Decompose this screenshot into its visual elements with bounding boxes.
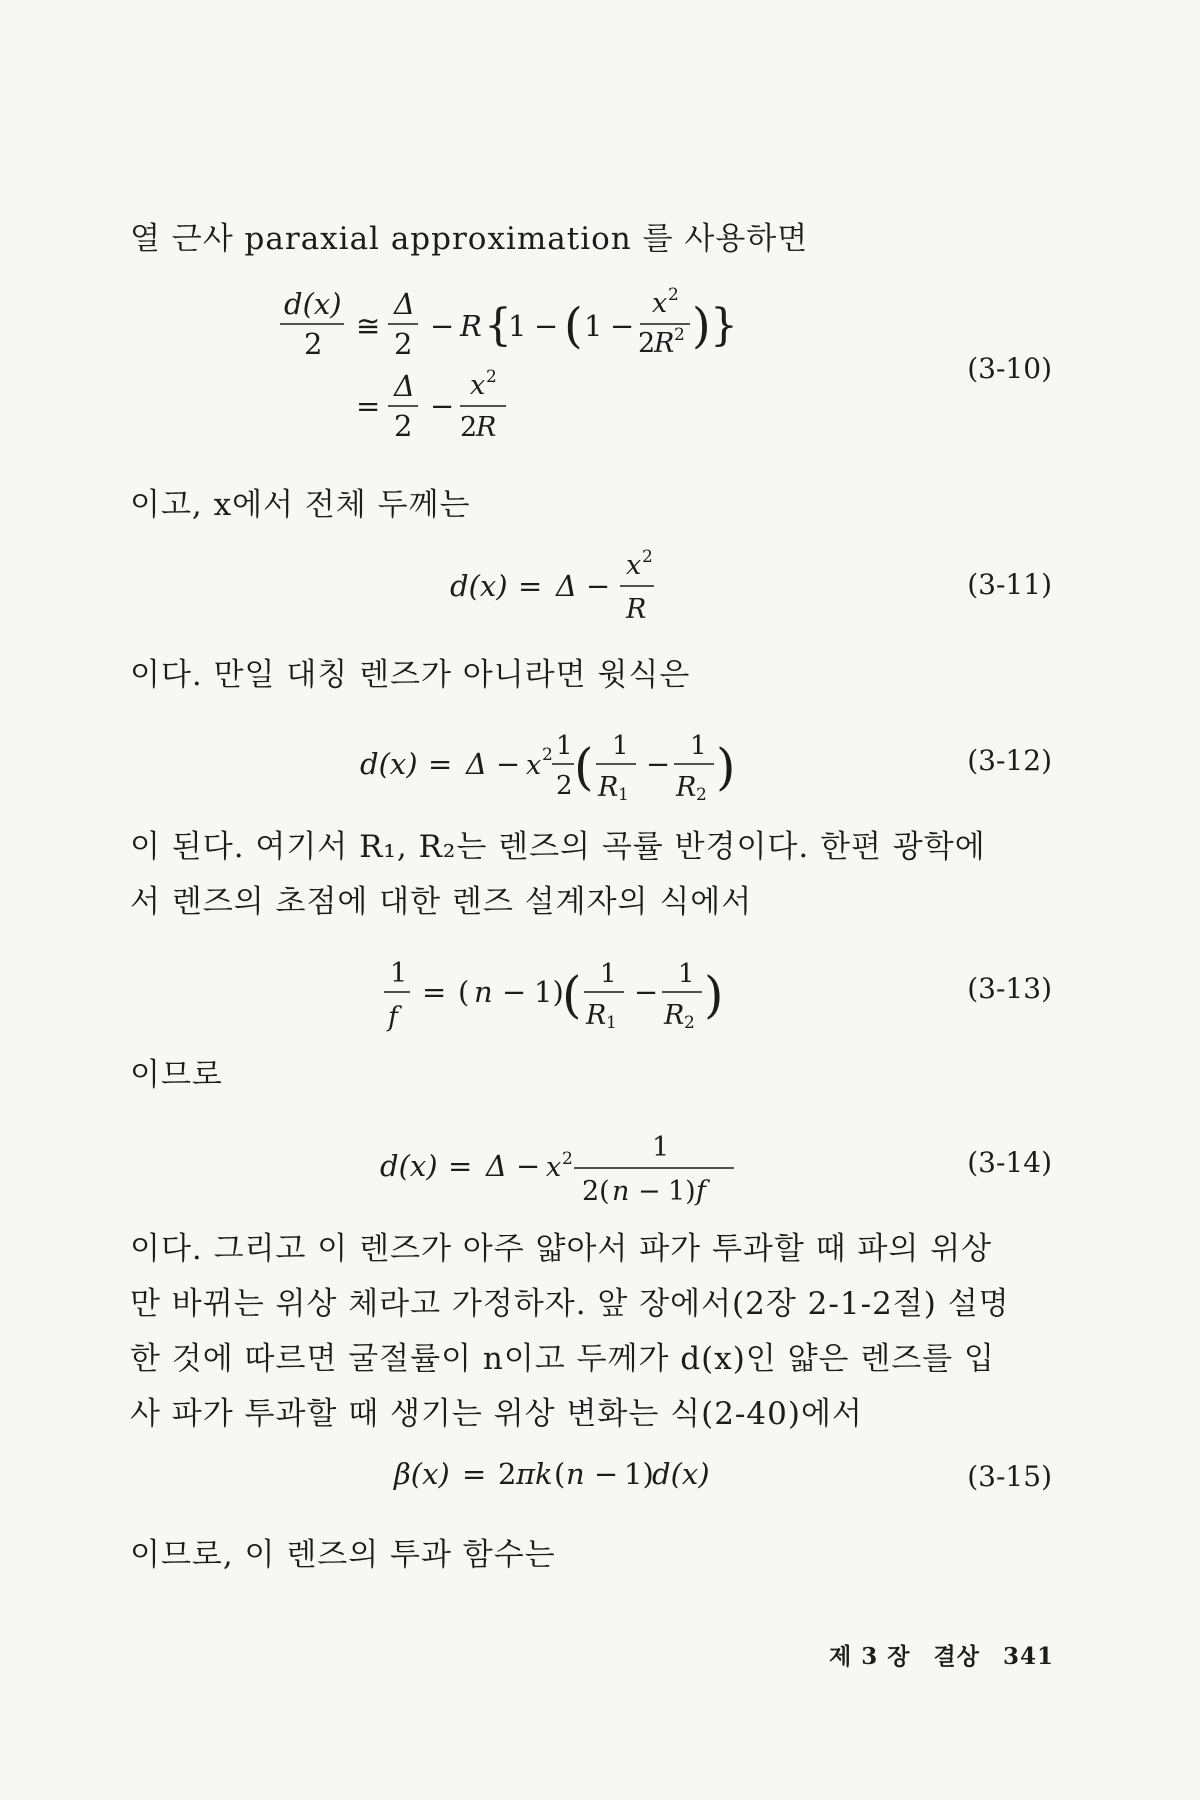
equation-3-11 bbox=[440, 546, 680, 638]
svg-text:−: − bbox=[594, 1457, 619, 1491]
svg-text:1: 1 bbox=[584, 309, 603, 343]
svg-text:=: = bbox=[462, 1457, 487, 1491]
svg-text:Δ: Δ bbox=[556, 569, 577, 603]
paragraph-phase-screen bbox=[130, 1222, 1060, 1442]
svg-text:f: f bbox=[388, 1002, 398, 1033]
svg-text:): ) bbox=[716, 738, 736, 796]
equation-number: (3-14) bbox=[967, 1146, 1052, 1179]
svg-text:2: 2 bbox=[562, 1149, 573, 1169]
svg-text:R: R bbox=[664, 1000, 685, 1031]
svg-text:2: 2 bbox=[486, 367, 497, 387]
page-footer bbox=[815, 1638, 1054, 1671]
footer-title: 결상 bbox=[933, 1643, 980, 1670]
svg-text:R: R bbox=[598, 772, 619, 803]
svg-text:−: − bbox=[430, 389, 455, 423]
svg-text:2: 2 bbox=[394, 327, 413, 361]
equation-3-10 bbox=[270, 282, 740, 450]
svg-text:2: 2 bbox=[674, 325, 685, 345]
equation-number: (3-12) bbox=[967, 744, 1052, 777]
svg-text:1): 1) bbox=[534, 975, 564, 1009]
paragraph-text: 이다. 그리고 이 렌즈가 아주 얇아서 파가 투과할 때 파의 위상 bbox=[130, 1231, 993, 1267]
svg-text:2: 2 bbox=[684, 1013, 695, 1033]
svg-text:n: n bbox=[566, 1457, 585, 1491]
equation-number: (3-10) bbox=[967, 352, 1052, 385]
equation-3-12 bbox=[350, 722, 770, 818]
svg-text:2(: 2( bbox=[582, 1176, 610, 1207]
svg-text:β(x): β(x) bbox=[394, 1457, 450, 1491]
svg-text:2: 2 bbox=[642, 547, 653, 567]
svg-text:−: − bbox=[516, 1149, 541, 1183]
svg-text:{: { bbox=[484, 300, 512, 351]
equation-3-13 bbox=[372, 950, 752, 1046]
svg-text:R: R bbox=[586, 1000, 607, 1031]
paragraph-text: 이다. 만일 대칭 렌즈가 아니라면 윗식은 bbox=[130, 657, 691, 693]
svg-text:x: x bbox=[526, 750, 542, 781]
svg-text:x: x bbox=[652, 288, 668, 319]
svg-text:): ) bbox=[704, 966, 724, 1024]
svg-text:1: 1 bbox=[390, 958, 408, 989]
paragraph-text: 이므로, 이 렌즈의 투과 함수는 bbox=[130, 1537, 556, 1573]
svg-text:(: ( bbox=[458, 975, 470, 1009]
svg-text:Δ: Δ bbox=[394, 287, 415, 321]
svg-text:d(x): d(x) bbox=[380, 1149, 438, 1183]
svg-text:x: x bbox=[470, 370, 486, 401]
svg-text:d(x): d(x) bbox=[284, 287, 342, 321]
svg-text:2: 2 bbox=[668, 285, 679, 305]
svg-text:−: − bbox=[502, 975, 527, 1009]
svg-text:=: = bbox=[356, 389, 381, 423]
svg-text:d(x): d(x) bbox=[360, 747, 418, 781]
svg-text:x: x bbox=[546, 1152, 562, 1183]
svg-text:−: − bbox=[430, 309, 455, 343]
svg-text:−: − bbox=[638, 1176, 661, 1207]
svg-text:2: 2 bbox=[394, 409, 413, 443]
svg-text:2: 2 bbox=[460, 412, 478, 443]
paragraph-lensmaker bbox=[130, 820, 1060, 930]
svg-text:1: 1 bbox=[652, 1132, 670, 1163]
svg-text:2: 2 bbox=[696, 785, 707, 805]
svg-text:=: = bbox=[422, 975, 447, 1009]
paragraph-text: 만 바뀌는 위상 체라고 가정하자. 앞 장에서(2장 2-1-2절) 설명 bbox=[130, 1286, 1010, 1322]
svg-text:d(x): d(x) bbox=[450, 569, 508, 603]
equation-number: (3-11) bbox=[967, 568, 1052, 601]
svg-text:Δ: Δ bbox=[486, 1149, 507, 1183]
svg-text:2: 2 bbox=[556, 771, 573, 801]
svg-text:−: − bbox=[496, 747, 521, 781]
svg-text:−: − bbox=[610, 309, 635, 343]
paragraph-transmission bbox=[130, 1528, 1060, 1583]
svg-text:Δ: Δ bbox=[466, 747, 487, 781]
svg-text:2: 2 bbox=[542, 745, 553, 765]
svg-text:n: n bbox=[474, 975, 493, 1009]
svg-text:1: 1 bbox=[690, 731, 707, 761]
equation-3-15 bbox=[386, 1446, 726, 1502]
paragraph-thickness bbox=[130, 478, 1060, 533]
svg-text:(: ( bbox=[562, 966, 582, 1024]
svg-text:1: 1 bbox=[678, 959, 695, 989]
svg-text:−: − bbox=[534, 309, 559, 343]
paragraph-therefore bbox=[130, 1048, 1060, 1103]
equation-number: (3-13) bbox=[967, 972, 1052, 1005]
svg-text:R: R bbox=[626, 594, 647, 625]
svg-text:1: 1 bbox=[618, 785, 629, 805]
svg-text:=: = bbox=[448, 1149, 473, 1183]
paragraph-asymmetric bbox=[130, 648, 1060, 703]
svg-text:n: n bbox=[612, 1176, 630, 1207]
svg-text:(: ( bbox=[554, 1457, 566, 1491]
paragraph-intro bbox=[130, 212, 1060, 267]
svg-text:2: 2 bbox=[304, 327, 323, 361]
svg-text:): ) bbox=[692, 298, 711, 354]
svg-text:(: ( bbox=[564, 298, 583, 354]
svg-text:1): 1) bbox=[668, 1176, 696, 1207]
svg-text:1): 1) bbox=[624, 1457, 654, 1491]
svg-text:1: 1 bbox=[606, 1013, 617, 1033]
paragraph-text: 이고, x에서 전체 두께는 bbox=[130, 487, 471, 523]
svg-text:1: 1 bbox=[508, 309, 527, 343]
svg-text:=: = bbox=[518, 569, 543, 603]
paragraph-text: 이므로 bbox=[130, 1057, 223, 1093]
svg-text:d(x): d(x) bbox=[652, 1457, 710, 1491]
paragraph-text: 이 된다. 여기서 R₁, R₂는 렌즈의 곡률 반경이다. 한편 광학에 bbox=[130, 829, 986, 865]
footer-chapter: 제 3 장 bbox=[829, 1643, 911, 1670]
svg-text:R: R bbox=[476, 412, 497, 443]
svg-text:R: R bbox=[676, 772, 697, 803]
equation-number: (3-15) bbox=[967, 1460, 1052, 1493]
paragraph-text: 사 파가 투과할 때 생기는 위상 변화는 식(2-40)에서 bbox=[130, 1396, 863, 1432]
svg-text:}: } bbox=[710, 300, 738, 351]
paragraph-text: 열 근사 paraxial approximation 를 사용하면 bbox=[130, 221, 809, 257]
paragraph-text: 한 것에 따르면 굴절률이 n이고 두께가 d(x)인 얇은 렌즈를 입 bbox=[130, 1341, 995, 1377]
svg-text:πk: πk bbox=[516, 1457, 553, 1491]
svg-text:≅: ≅ bbox=[356, 309, 381, 343]
svg-text:Δ: Δ bbox=[394, 369, 415, 403]
svg-text:−: − bbox=[586, 569, 611, 603]
svg-text:=: = bbox=[428, 747, 453, 781]
paragraph-text: 서 렌즈의 초점에 대한 렌즈 설계자의 식에서 bbox=[130, 884, 753, 920]
svg-text:−: − bbox=[646, 747, 671, 781]
svg-text:2: 2 bbox=[498, 1457, 517, 1491]
svg-text:1: 1 bbox=[612, 731, 629, 761]
svg-text:R: R bbox=[460, 309, 482, 343]
svg-text:f: f bbox=[696, 1176, 706, 1207]
svg-text:−: − bbox=[634, 975, 659, 1009]
svg-text:(: ( bbox=[574, 738, 594, 796]
equation-3-14 bbox=[372, 1128, 752, 1220]
svg-text:R: R bbox=[654, 328, 675, 359]
page-number: 341 bbox=[1002, 1643, 1054, 1670]
svg-text:2: 2 bbox=[638, 328, 656, 359]
svg-text:x: x bbox=[626, 550, 642, 581]
svg-text:1: 1 bbox=[600, 959, 617, 989]
svg-text:1: 1 bbox=[556, 731, 573, 761]
